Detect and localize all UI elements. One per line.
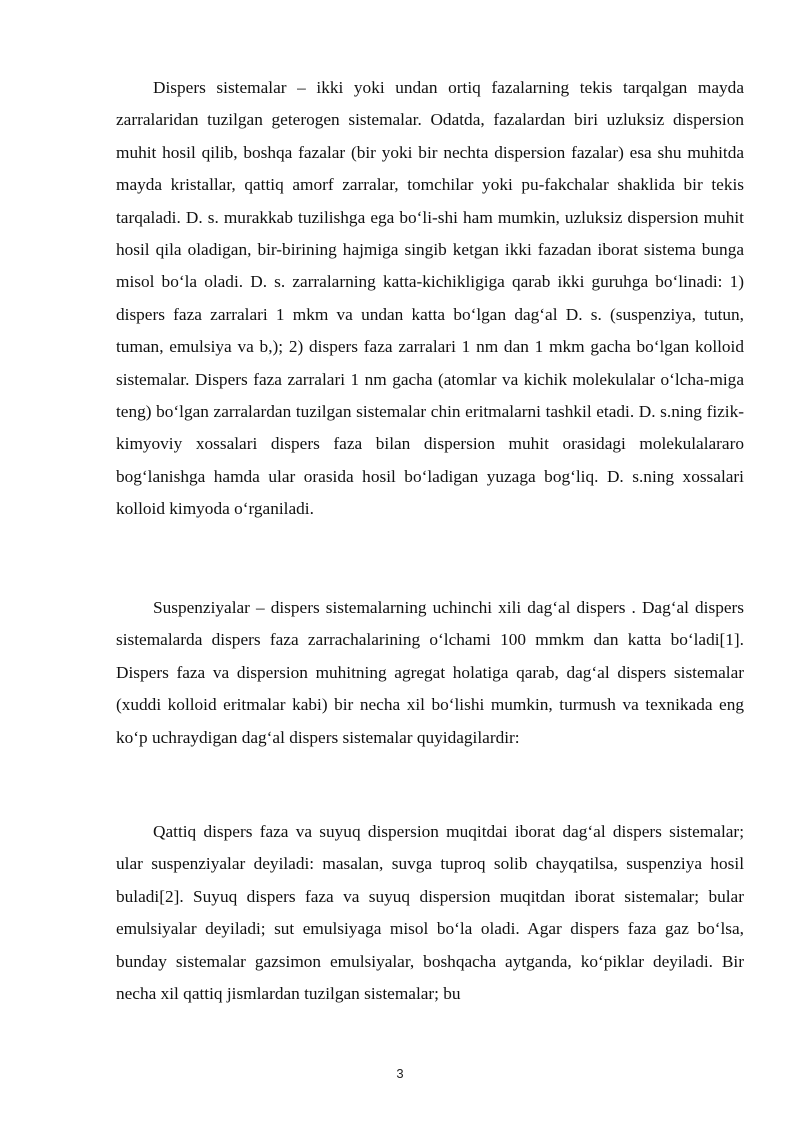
paragraph-dispers-sistemalar: Dispers sistemalar – ikki yoki undan ortiq fazalarning tekis tarqalgan mayda zarralaridan tuzilgan geterogen sistemalar. Odatda, fazalardan biri uzluksiz dispersion muhit hosil qilib, boshqa fazalar (bir yoki bir nechta dispersion fazalar) esa shu muhitda mayda kristallar, qattiq amorf zarralar, tomchilar yoki pu-fakchalar shaklida bir tekis tarqaladi. D. s. murakkab tuzilishga ega bo‘li-shi ham mumkin, uzluksiz dispersion muhit hosil qila oladigan, bir-birining hajmiga singib ketgan ikki fazadan iborat sistema bunga misol bo‘la oladi. D. s. zarralarning katta-kichikligiga qarab ikki guruhga bo‘linadi: 1) dispers faza zarralari 1 mkm va undan katta bo‘lgan dag‘al D. s. (suspenziya, tutun, tuman, emulsiya va b,); 2) dispers faza zarralari 1 nm dan 1 mkm gacha bo‘lgan kolloid sistemalar. Dispers faza zarralari 1 nm gacha (atomlar va kichik molekulalar o‘lcha-miga teng) bo‘lgan zarralardan tuzilgan sistemalar chin eritmalarni tashkil etadi. D. s.ning fizik-kimyoviy xossalari dispers faza bilan dispersion muhit orasidagi molekulalararo bog‘lanishga hamda ular orasida hosil bo‘ladigan yuzaga bog‘liq. D. s.ning xossalari kolloid kimyoda o‘rganiladi. [116,78,744,519]
paragraph-qattiq-dispers-faza: Qattiq dispers faza va suyuq dispersion muqitdai iborat dag‘al dispers sistemalar; ular suspenziyalar deyiladi: masalan, suvga tuproq solib chayqatilsa, suspenziya hosil buladi[2]. Suyuq dispers faza va suyuq dispersion muqitdan iborat sistemalar; bular emulsiyalar deyiladi; sut emulsiyaga misol bo‘la oladi. Agar dispers faza gaz bo‘lsa, bunday sistemalar gazsimon emulsiyalar, boshqacha aytganda, ko‘piklar deyiladi. Bir necha xil qattiq jismlardan tuzilgan sistemalar; bu [116,822,744,1004]
paragraph-suspenziyalar: Suspenziyalar – dispers sistemalarning uchinchi xili dag‘al dispers . Dag‘al dispers sistemalarda dispers faza zarrachalarining o‘lchami 100 mmkm dan katta bo‘ladi[1]. Dispers faza va dispersion muhitning agregat holatiga qarab, dag‘al dispers sistemalar (xuddi kolloid eritmalar kabi) bir necha xil bo‘lishi mumkin, turmush va texnikada eng ko‘p uchraydigan dag‘al dispers sistemalar quyidagilardir: [116,598,744,747]
page-number: 3 [396,1066,404,1081]
